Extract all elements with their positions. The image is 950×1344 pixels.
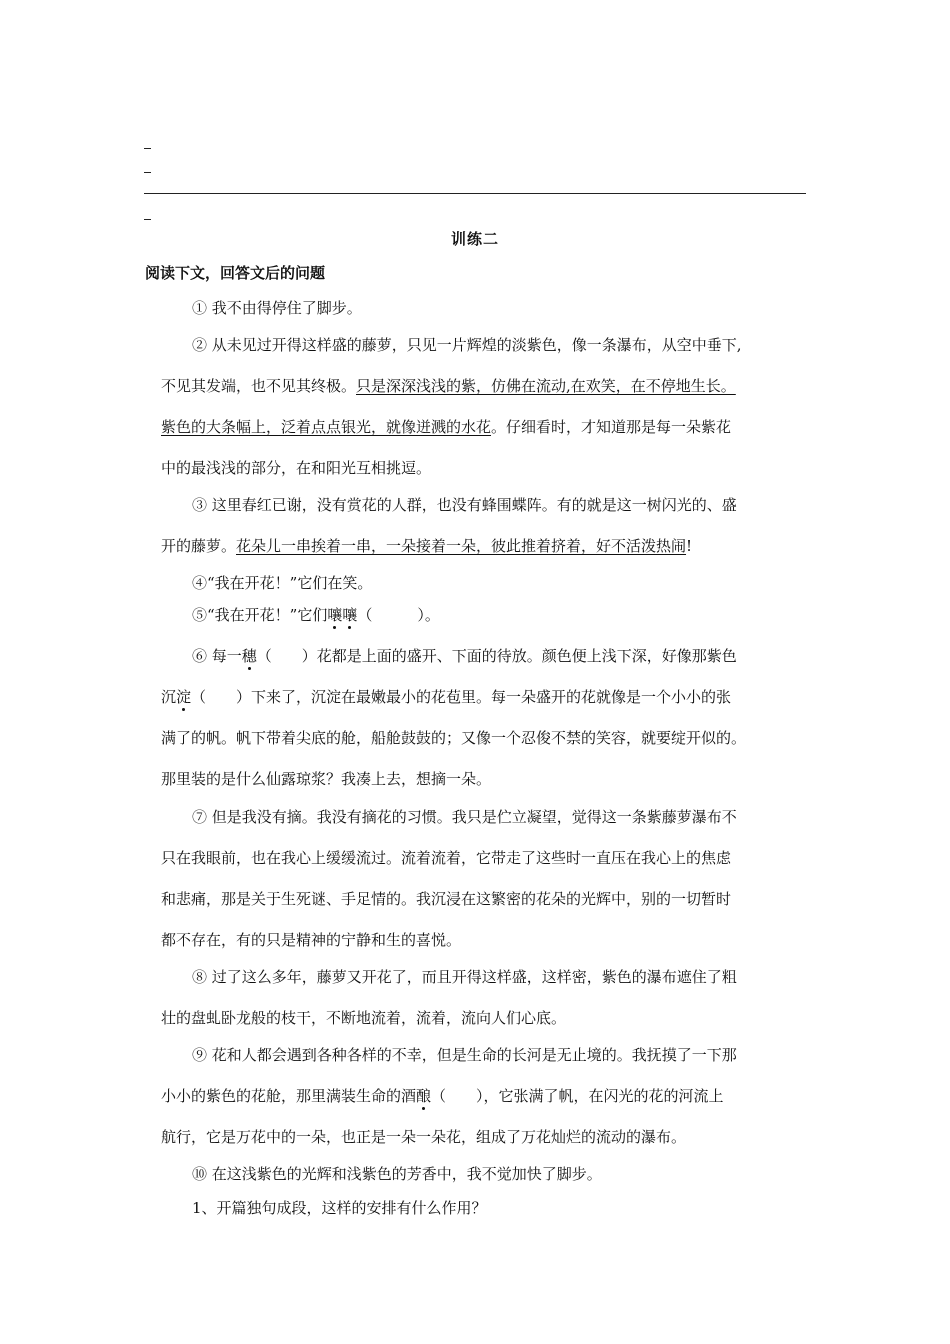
answer-rule bbox=[144, 193, 806, 194]
paragraph-7-line-3: 和悲痛，那是关于生死谜、手足情的。我沉浸在这繁密的花朵的光辉中，别的一切暂时 bbox=[161, 890, 732, 908]
page-title: 训练二 bbox=[450, 230, 499, 248]
text-span: 沉 bbox=[161, 688, 177, 706]
question-1: 1、开篇独句成段，这样的安排有什么作用？ bbox=[192, 1199, 487, 1217]
paragraph-6-line-4: 那里装的是什么仙露琼浆？我凑上去，想摘一朵。 bbox=[161, 770, 492, 788]
text-span: 。仔细看时，才知道那是每一朵紫花 bbox=[491, 418, 732, 436]
text-span: ⑤“我在开花！”它们 bbox=[192, 606, 328, 624]
paragraph-9-line-2 bbox=[161, 1086, 821, 1106]
text-span: 开的藤萝。 bbox=[161, 537, 237, 555]
text-span: （ ），它张满了帆，在闪光的花的河流上 bbox=[431, 1087, 724, 1105]
text-span: ⑥ 每一 bbox=[192, 647, 242, 665]
paragraph-8-line-1: ⑧ 过了这么多年，藤萝又开花了，而且开得这样盛，这样密，紫色的瀑布遮住了粗 bbox=[192, 968, 737, 986]
paragraph-9-line-3: 航行，它是万花中的一朵，也正是一朵一朵花，组成了万花灿烂的流动的瀑布。 bbox=[161, 1128, 687, 1146]
answer-blank-2 bbox=[144, 172, 151, 173]
paragraph-7-line-4: 都不存在，有的只是精神的宁静和生的喜悦。 bbox=[161, 931, 462, 949]
paragraph-5 bbox=[192, 605, 852, 625]
underlined-sentence: 紫色的大条幅上，泛着点点银光，就像迸溅的水花 bbox=[161, 418, 492, 436]
paragraph-6-line-1 bbox=[192, 646, 852, 666]
paragraph-2-line-2 bbox=[161, 376, 821, 396]
paragraph-7-line-1: ⑦ 但是我没有摘。我没有摘花的习惯。我只是伫立凝望，觉得这一条紫藤萝瀑布不 bbox=[192, 808, 737, 826]
paragraph-1: ① 我不由得停住了脚步。 bbox=[192, 299, 362, 317]
dotted-char: 穗 bbox=[241, 647, 257, 665]
paragraph-3-line-1: ③ 这里春红已谢，没有赏花的人群，也没有蜂围蝶阵。有的就是这一树闪光的、盛 bbox=[192, 496, 737, 514]
paragraph-2-line-4: 中的最浅浅的部分，在和阳光互相挑逗。 bbox=[161, 459, 432, 477]
underlined-sentence: 花朵儿一串挨着一串，一朵接着一朵，彼此推着挤着，好不活泼热闹 bbox=[236, 537, 687, 555]
paragraph-2-line-3 bbox=[161, 417, 821, 437]
paragraph-8-line-2: 壮的盘虬卧龙般的枝干，不断地流着，流着，流向人们心底。 bbox=[161, 1009, 567, 1027]
answer-blank-1 bbox=[144, 148, 151, 149]
paragraph-2-line-1: ② 从未见过开得这样盛的藤萝，只见一片辉煌的淡紫色，像一条瀑布，从空中垂下, bbox=[192, 336, 742, 354]
dotted-char: 嚷 bbox=[327, 606, 343, 624]
answer-parentheses: （ ）。 bbox=[357, 606, 440, 624]
text-span: （ ）花都是上面的盛开、下面的待放。颜色便上浅下深，好像那紫色 bbox=[256, 647, 737, 665]
underlined-sentence: 只是深深浅浅的紫，仿佛在流动,在欢笑，在不停地生长。 bbox=[356, 377, 736, 395]
paragraph-6-line-2 bbox=[161, 687, 821, 707]
paragraph-3-line-2 bbox=[161, 536, 821, 556]
paragraph-4: ④“我在开花！”它们在笑。 bbox=[192, 574, 373, 592]
paragraph-10: ⑩ 在这浅紫色的光辉和浅紫色的芳香中，我不觉加快了脚步。 bbox=[192, 1165, 602, 1183]
dotted-char: 淀 bbox=[176, 688, 192, 706]
text-span: 小小的紫色的花舱，那里满装生命的酒 bbox=[161, 1087, 417, 1105]
paragraph-6-line-3: 满了的帆。帆下带着尖底的舱，船舱鼓鼓的；又像一个忍俊不禁的笑容，就要绽开似的。 bbox=[161, 729, 747, 747]
text-span: ! bbox=[686, 537, 693, 555]
paragraph-9-line-1: ⑨ 花和人都会遇到各种各样的不幸，但是生命的长河是无止境的。我抚摸了一下那 bbox=[192, 1046, 737, 1064]
text-span: （ ）下来了，沉淀在最嫩最小的花苞里。每一朵盛开的花就像是一个小小的张 bbox=[191, 688, 732, 706]
dotted-char: 酿 bbox=[416, 1087, 432, 1105]
answer-blank-3 bbox=[144, 219, 151, 220]
dotted-char: 嚷 bbox=[342, 606, 358, 624]
paragraph-7-line-2: 只在我眼前，也在我心上缓缓流过。流着流着，它带走了这些时一直压在我心上的焦虑 bbox=[161, 849, 732, 867]
text-span: 不见其发端，也不见其终极。 bbox=[161, 377, 357, 395]
instruction: 阅读下文，回答文后的问题 bbox=[145, 264, 326, 282]
